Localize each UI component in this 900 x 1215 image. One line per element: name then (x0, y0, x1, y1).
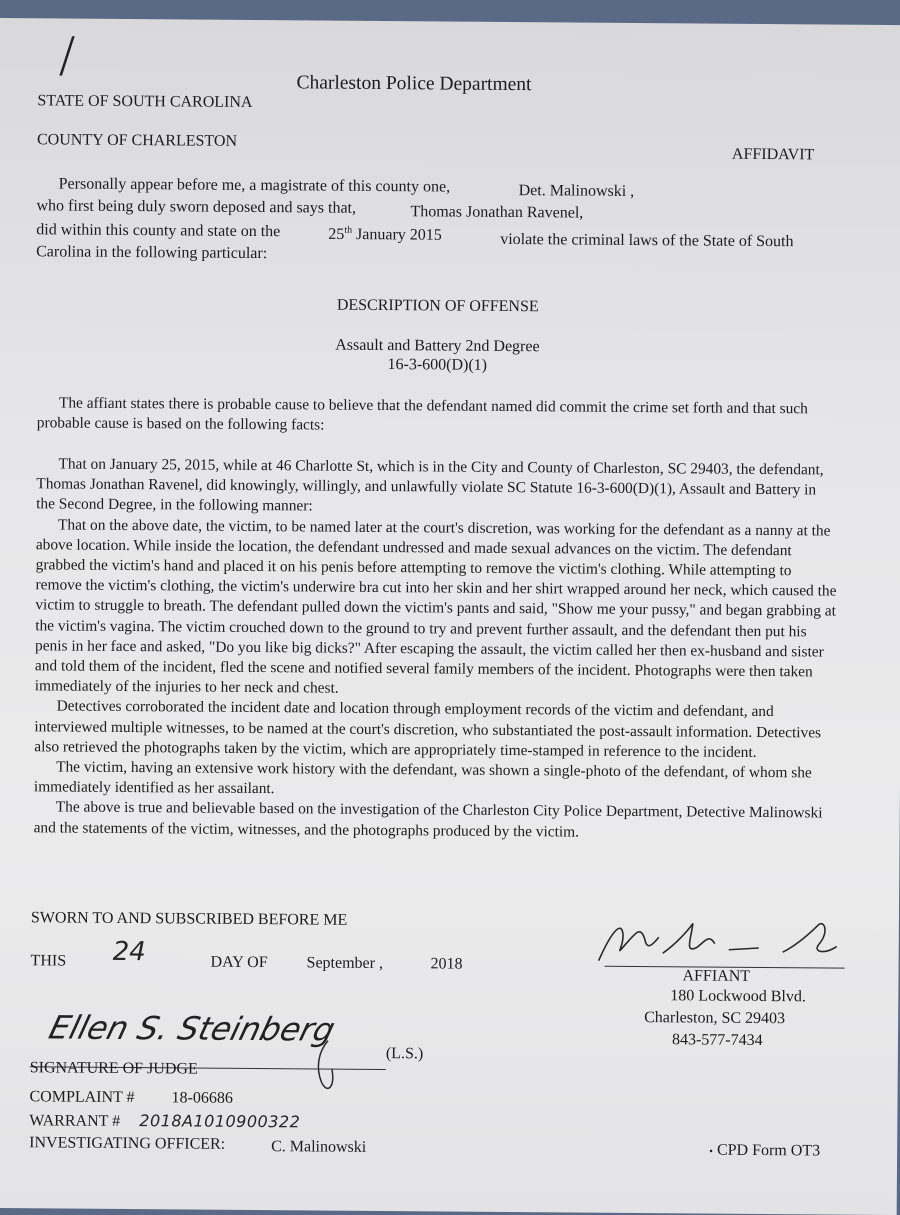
sworn-line: SWORN TO AND SUBSCRIBED BEFORE ME (30, 909, 348, 929)
intro-line-3-suffix: violate the criminal laws of the State of South (500, 230, 794, 251)
this-label: THIS (30, 952, 67, 970)
intro-line-3 (36, 221, 280, 241)
department-title: Charleston Police Department (296, 72, 532, 96)
sworn-year: 2018 (430, 955, 463, 973)
facts-block (34, 454, 839, 844)
offense-name: Assault and Battery 2nd Degree (335, 336, 540, 356)
page-number-mark: / (61, 27, 73, 85)
warrant-number: 2018A1010900322 (139, 1111, 301, 1132)
county-line: COUNTY OF CHARLESTON (36, 131, 238, 150)
form-id-text: CPD Form OT3 (716, 1141, 821, 1160)
intro-line-4: Carolina in the following particular: (36, 243, 268, 263)
intro-text: who first being duly sworn deposed and says that, (36, 197, 357, 217)
intro-text: Personally appear before me, a magistrate of this county one, (58, 175, 451, 196)
day-of-label: DAY OF (210, 953, 268, 972)
complaint-number: 18-06686 (171, 1089, 233, 1107)
warrant-label: WARRANT # (29, 1112, 121, 1130)
fact-paragraph: Detectives corroborated the incident date and location through employment records of the victim and defendant, and interviewed multiple witnesses, to be named at the court's discretion, who substantiated the post-assault information. Detectives also retrieved the photographs taken by the victim, which are appropriately time-stamped in reference to the incident. (34, 697, 822, 761)
affiant-phone: 843-577-7434 (671, 1031, 763, 1050)
affiant-label: AFFIANT (682, 967, 751, 985)
judge-signature: Ellen S. Steinberg (45, 1008, 339, 1049)
sworn-day: 24 (112, 936, 146, 968)
offense-statute: 16-3-600(D)(1) (387, 356, 488, 374)
ls-label: (L.S.) (385, 1045, 424, 1063)
affiant-address-2: Charleston, SC 29403 (644, 1009, 786, 1028)
offense-heading: DESCRIPTION OF OFFENSE (336, 296, 539, 316)
sworn-month: September , (306, 954, 384, 973)
form-id (709, 1142, 820, 1161)
probable-cause-text: The affiant states there is probable cause to believe that the defendant named did commit the crime set forth and that such probable cause is based on the following facts: (36, 394, 808, 434)
officer-label: INVESTIGATING OFFICER: (29, 1134, 226, 1153)
fact-paragraph: That on the above date, the victim, to be named later at the court's discretion, was working for the defendant as a nanny at the above location. While inside the location, the defendant undressed and made sexual advances on the victim. The defendant grabbed the victim's hand and placed it on his penis before attempting to remove the victim's clothing. While attempting to remove the victim's clothing, the victim's underwire bra cut into her skin and her shirt wrapped around her neck, which caused the victim to struggle to breath. The defendant pulled down the victim's pants and said, "Show me your pussy," and began grabbing at the victim's vagina. The victim crouched down to the ground to try and prevent further assault, and the defendant then put his penis in her face and asked, "Do you like big dicks?" After escaping the assault, the victim called her then ex-husband and sister and told them of the incident, fled the scene and notified several family members of the incident. Photographs were then taken immediately of the injuries to her neck and chest. (34, 516, 837, 697)
officer-name: C. Malinowski (271, 1138, 367, 1156)
intro-line-1 (59, 175, 451, 196)
document-type: AFFIDAVIT (731, 145, 815, 164)
intro-line-2 (36, 197, 356, 218)
form-bullet: • (709, 1145, 714, 1158)
probable-cause-paragraph (37, 393, 839, 440)
date-day: 25 (328, 225, 345, 244)
date-suffix: th (344, 224, 353, 236)
state-line: STATE OF SOUTH CAROLINA (37, 92, 253, 111)
date-rest: January 2015 (356, 226, 442, 244)
judge-signature-label: SIGNATURE OF JUDGE (29, 1059, 198, 1078)
fact-paragraph: That on January 25, 2015, while at 46 Charlotte St, which is in the City and County of Charleston, SC 29403, the defendant, Thomas Jonathan Ravenel, did knowingly, willingly, and unlawfully violate SC Statute 16-3-600(D)(1), Assault and Battery in the Second Degree, in the following manner: (36, 455, 824, 515)
affiant-name: Det. Malinowski , (518, 182, 635, 200)
intro-text: did within this county and state on the (36, 221, 281, 241)
complaint-label: COMPLAINT # (29, 1088, 135, 1107)
fact-paragraph: The victim, having an extensive work history with the defendant, was shown a single-photo of the defendant, of whom she immediately identified as her assailant. (33, 758, 812, 798)
affidavit-sheet (0, 18, 900, 1215)
defendant-name: Thomas Jonathan Ravenel, (410, 203, 584, 222)
fact-paragraph: The above is true and believable based on the investigation of the Charleston City Police Department, Detective Malinowski and the statements of the victim, witnesses, and the photographs produced by the victim. (33, 798, 823, 841)
offense-date (328, 225, 442, 245)
affiant-signature (593, 903, 854, 975)
affiant-address-1: 180 Lockwood Blvd. (670, 987, 806, 1006)
